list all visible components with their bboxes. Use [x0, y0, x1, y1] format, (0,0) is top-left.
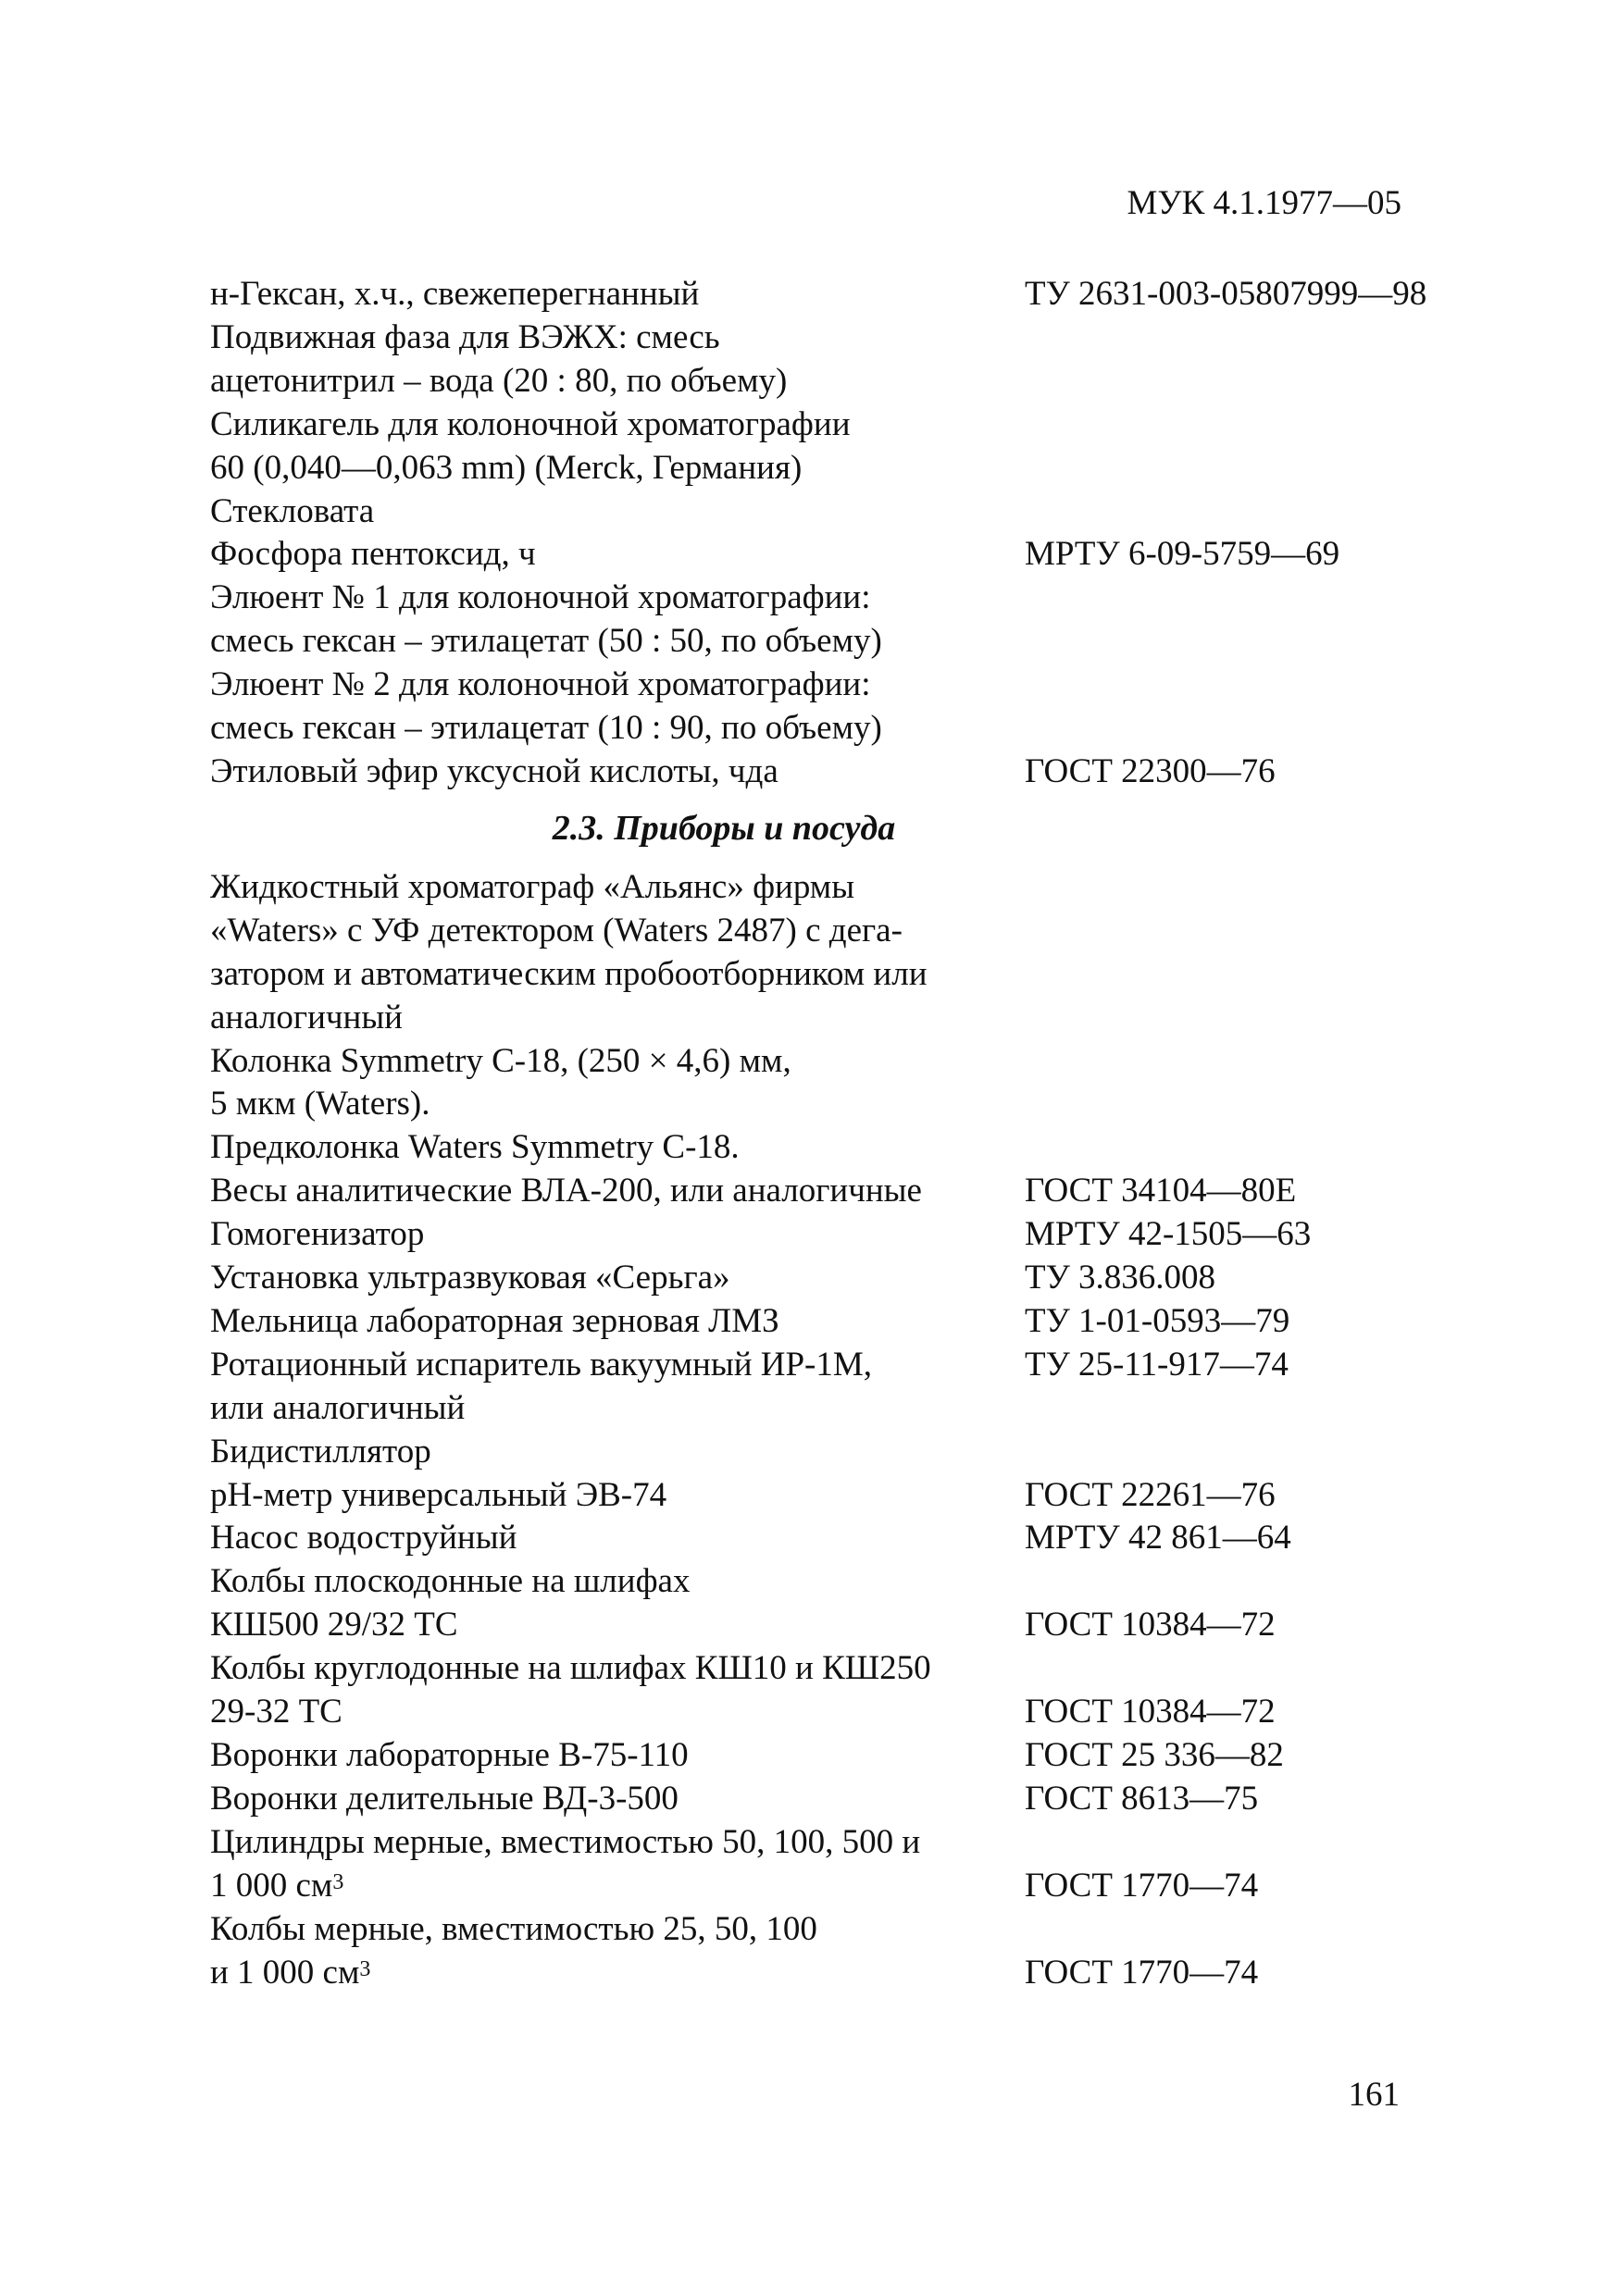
item-standard: ГОСТ 22261—76: [1025, 1475, 1276, 1514]
item-name: [210, 620, 1025, 664]
item-name-text: Гомогенизатор: [210, 1215, 425, 1254]
item-name-text: аналогичный: [210, 998, 403, 1036]
equipment-row: [210, 1344, 1506, 1387]
item-name-text: 60 (0,040—0,063 mm) (Merck, Германия): [210, 448, 803, 487]
item-name: [210, 1431, 1025, 1474]
equipment-row: [210, 1474, 1506, 1518]
item-name-text: Колбы круглодонные на шлифах КШ10 и КШ250: [210, 1649, 931, 1688]
item-name: [210, 533, 1025, 577]
item-name: [210, 1517, 1025, 1560]
document-code-header: МУК 4.1.1977—05: [1127, 184, 1401, 222]
item-name-text: Колбы мерные, вместимостью 25, 50, 100: [210, 1909, 817, 1948]
item-name: [210, 316, 1025, 360]
equipment-row: [210, 1170, 1506, 1213]
reagent-row: [210, 403, 1506, 447]
item-name: [210, 1647, 1025, 1691]
item-standard: ГОСТ 1770—74: [1025, 1866, 1259, 1905]
equipment-row: [210, 1952, 1506, 1995]
item-name-text: смесь гексан – этилацетат (10 : 90, по объему): [210, 709, 882, 748]
item-name-text: Ротационный испаритель вакуумный ИР-1М,: [210, 1345, 873, 1384]
item-name-text: Весы аналитические ВЛА-200, или аналогичные: [210, 1172, 922, 1210]
equipment-row: [210, 1126, 1506, 1170]
equipment-row: [210, 1865, 1506, 1908]
unit-superscript: 3: [332, 1869, 344, 1894]
item-name: [210, 1040, 1025, 1084]
equipment-row: [210, 1257, 1506, 1300]
item-name: [210, 273, 1025, 316]
document-body: [210, 273, 1506, 1994]
item-name: [210, 910, 1025, 953]
item-name: [210, 360, 1025, 403]
reagent-row: [210, 577, 1506, 620]
reagent-row: [210, 360, 1506, 403]
item-standard: ТУ 3.836.008: [1025, 1259, 1216, 1297]
item-name-text: рН-метр универсальный ЭВ-74: [210, 1475, 667, 1514]
item-name: [210, 577, 1025, 620]
item-name: [210, 997, 1025, 1040]
item-name-text: Подвижная фаза для ВЭЖХ: смесь: [210, 317, 720, 356]
item-name-text: Предколонка Waters Symmetry С-18.: [210, 1128, 740, 1167]
item-name-text: Элюент № 2 для колоночной хроматографии:: [210, 665, 871, 704]
item-name-text: или аналогичный: [210, 1388, 466, 1427]
equipment-row: [210, 910, 1506, 953]
item-name-text: Колбы плоскодонные на шлифах: [210, 1562, 691, 1601]
equipment-row: [210, 997, 1506, 1040]
item-name-text: Установка ультразвуковая «Серьга»: [210, 1259, 730, 1297]
item-name-text: Бидистиллятор: [210, 1432, 431, 1471]
reagent-row: [210, 490, 1506, 534]
item-standard: МРТУ 42 861—64: [1025, 1519, 1291, 1558]
equipment-row: [210, 953, 1506, 997]
item-name: [210, 1213, 1025, 1257]
item-name: [210, 953, 1025, 997]
item-name-text: ацетонитрил – вода (20 : 80, по объему): [210, 361, 788, 400]
item-name: [210, 1300, 1025, 1344]
item-name: [210, 1560, 1025, 1604]
item-name-text: Мельница лабораторная зерновая ЛМЗ: [210, 1301, 779, 1340]
item-name-text: Фосфора пентоксид, ч: [210, 535, 536, 574]
item-name: [210, 866, 1025, 910]
item-name-text: Стекловата: [210, 491, 375, 530]
equipment-row: [210, 1778, 1506, 1821]
equipment-row: [210, 1560, 1506, 1604]
item-name-text: КШ500 29/32 ТС: [210, 1606, 458, 1644]
item-standard: ГОСТ 8613—75: [1025, 1779, 1259, 1818]
item-name: [210, 707, 1025, 751]
item-name: [210, 447, 1025, 490]
item-standard: ГОСТ 22300—76: [1025, 751, 1276, 790]
equipment-row: [210, 1083, 1506, 1126]
item-standard: ГОСТ 25 336—82: [1025, 1736, 1284, 1774]
item-standard: ТУ 2631-003-05807999—98: [1025, 275, 1427, 313]
reagent-row: [210, 620, 1506, 664]
item-standard: ГОСТ 10384—72: [1025, 1693, 1276, 1731]
equipment-row: [210, 1213, 1506, 1257]
equipment-row: [210, 1387, 1506, 1431]
item-name: [210, 1170, 1025, 1213]
item-name: [210, 1083, 1025, 1126]
item-standard: ГОСТ 1770—74: [1025, 1953, 1259, 1992]
item-name: [210, 1344, 1025, 1387]
item-name-text: затором и автоматическим пробоотборником или: [210, 954, 928, 993]
item-name-text: Элюент № 1 для колоночной хроматографии:: [210, 578, 871, 617]
item-standard: ГОСТ 34104—80Е: [1025, 1172, 1297, 1210]
item-name-text: Этиловый эфир уксусной кислоты, чда: [210, 751, 778, 790]
reagent-row: [210, 751, 1506, 794]
item-standard: ТУ 25-11-917—74: [1025, 1345, 1289, 1384]
item-name: [210, 1257, 1025, 1300]
equipment-row: [210, 1431, 1506, 1474]
item-name: [210, 1604, 1025, 1647]
item-standard: ГОСТ 10384—72: [1025, 1606, 1276, 1644]
item-name-text: Силикагель для колоночной хроматографии: [210, 404, 851, 443]
reagent-row: [210, 316, 1506, 360]
item-name-text: Жидкостный хроматограф «Альянс» фирмы: [210, 867, 855, 906]
item-name: [210, 1474, 1025, 1518]
item-name: [210, 1691, 1025, 1734]
equipment-row: [210, 1821, 1506, 1865]
item-name-text: и 1 000 см: [210, 1953, 360, 1992]
item-name-text: н-Гексан, х.ч., свежеперегнанный: [210, 275, 700, 313]
reagents-list: [210, 273, 1506, 794]
item-name: [210, 1778, 1025, 1821]
reagent-row: [210, 707, 1506, 751]
item-name-text: Насос водоструйный: [210, 1519, 517, 1558]
item-name: [210, 1734, 1025, 1778]
item-standard: МРТУ 6-09-5759—69: [1025, 535, 1340, 574]
item-name: [210, 1821, 1025, 1865]
item-name-text: смесь гексан – этилацетат (50 : 50, по объему): [210, 622, 882, 661]
item-standard: МРТУ 42-1505—63: [1025, 1215, 1312, 1254]
reagent-row: [210, 664, 1506, 707]
item-name: [210, 403, 1025, 447]
page-number: 161: [1348, 2076, 1400, 2114]
equipment-row: [210, 1300, 1506, 1344]
reagent-row: [210, 273, 1506, 316]
equipment-row: [210, 1604, 1506, 1647]
item-name: [210, 1865, 1025, 1908]
section-heading: 2.3. Приборы и посуда: [552, 808, 896, 848]
unit-superscript: 3: [359, 1956, 371, 1981]
equipment-row: [210, 866, 1506, 910]
item-name-text: «Waters» с УФ детектором (Waters 2487) с дега-: [210, 911, 903, 949]
item-name-text: Цилиндры мерные, вместимостью 50, 100, 500 и: [210, 1822, 921, 1861]
item-name: [210, 490, 1025, 534]
item-name-text: 5 мкм (Waters).: [210, 1085, 430, 1123]
item-name-text: Воронки делительные ВД-3-500: [210, 1779, 679, 1818]
equipment-row: [210, 1734, 1506, 1778]
item-name: [210, 1952, 1025, 1995]
item-name-text: Колонка Symmetry С-18, (250 × 4,6) мм,: [210, 1041, 791, 1080]
equipment-row: [210, 1517, 1506, 1560]
item-name-text: 29-32 ТС: [210, 1693, 342, 1731]
item-standard: ТУ 1-01-0593—79: [1025, 1301, 1290, 1340]
item-name: [210, 1387, 1025, 1431]
equipment-list: [210, 866, 1506, 1995]
item-name-text: Воронки лабораторные В-75-110: [210, 1736, 689, 1774]
equipment-row: [210, 1691, 1506, 1734]
item-name: [210, 664, 1025, 707]
item-name: [210, 1908, 1025, 1952]
reagent-row: [210, 447, 1506, 490]
equipment-row: [210, 1908, 1506, 1952]
item-name-text: 1 000 см: [210, 1866, 333, 1905]
item-name: [210, 751, 1025, 794]
reagent-row: [210, 533, 1506, 577]
equipment-row: [210, 1040, 1506, 1084]
item-name: [210, 1126, 1025, 1170]
equipment-row: [210, 1647, 1506, 1691]
